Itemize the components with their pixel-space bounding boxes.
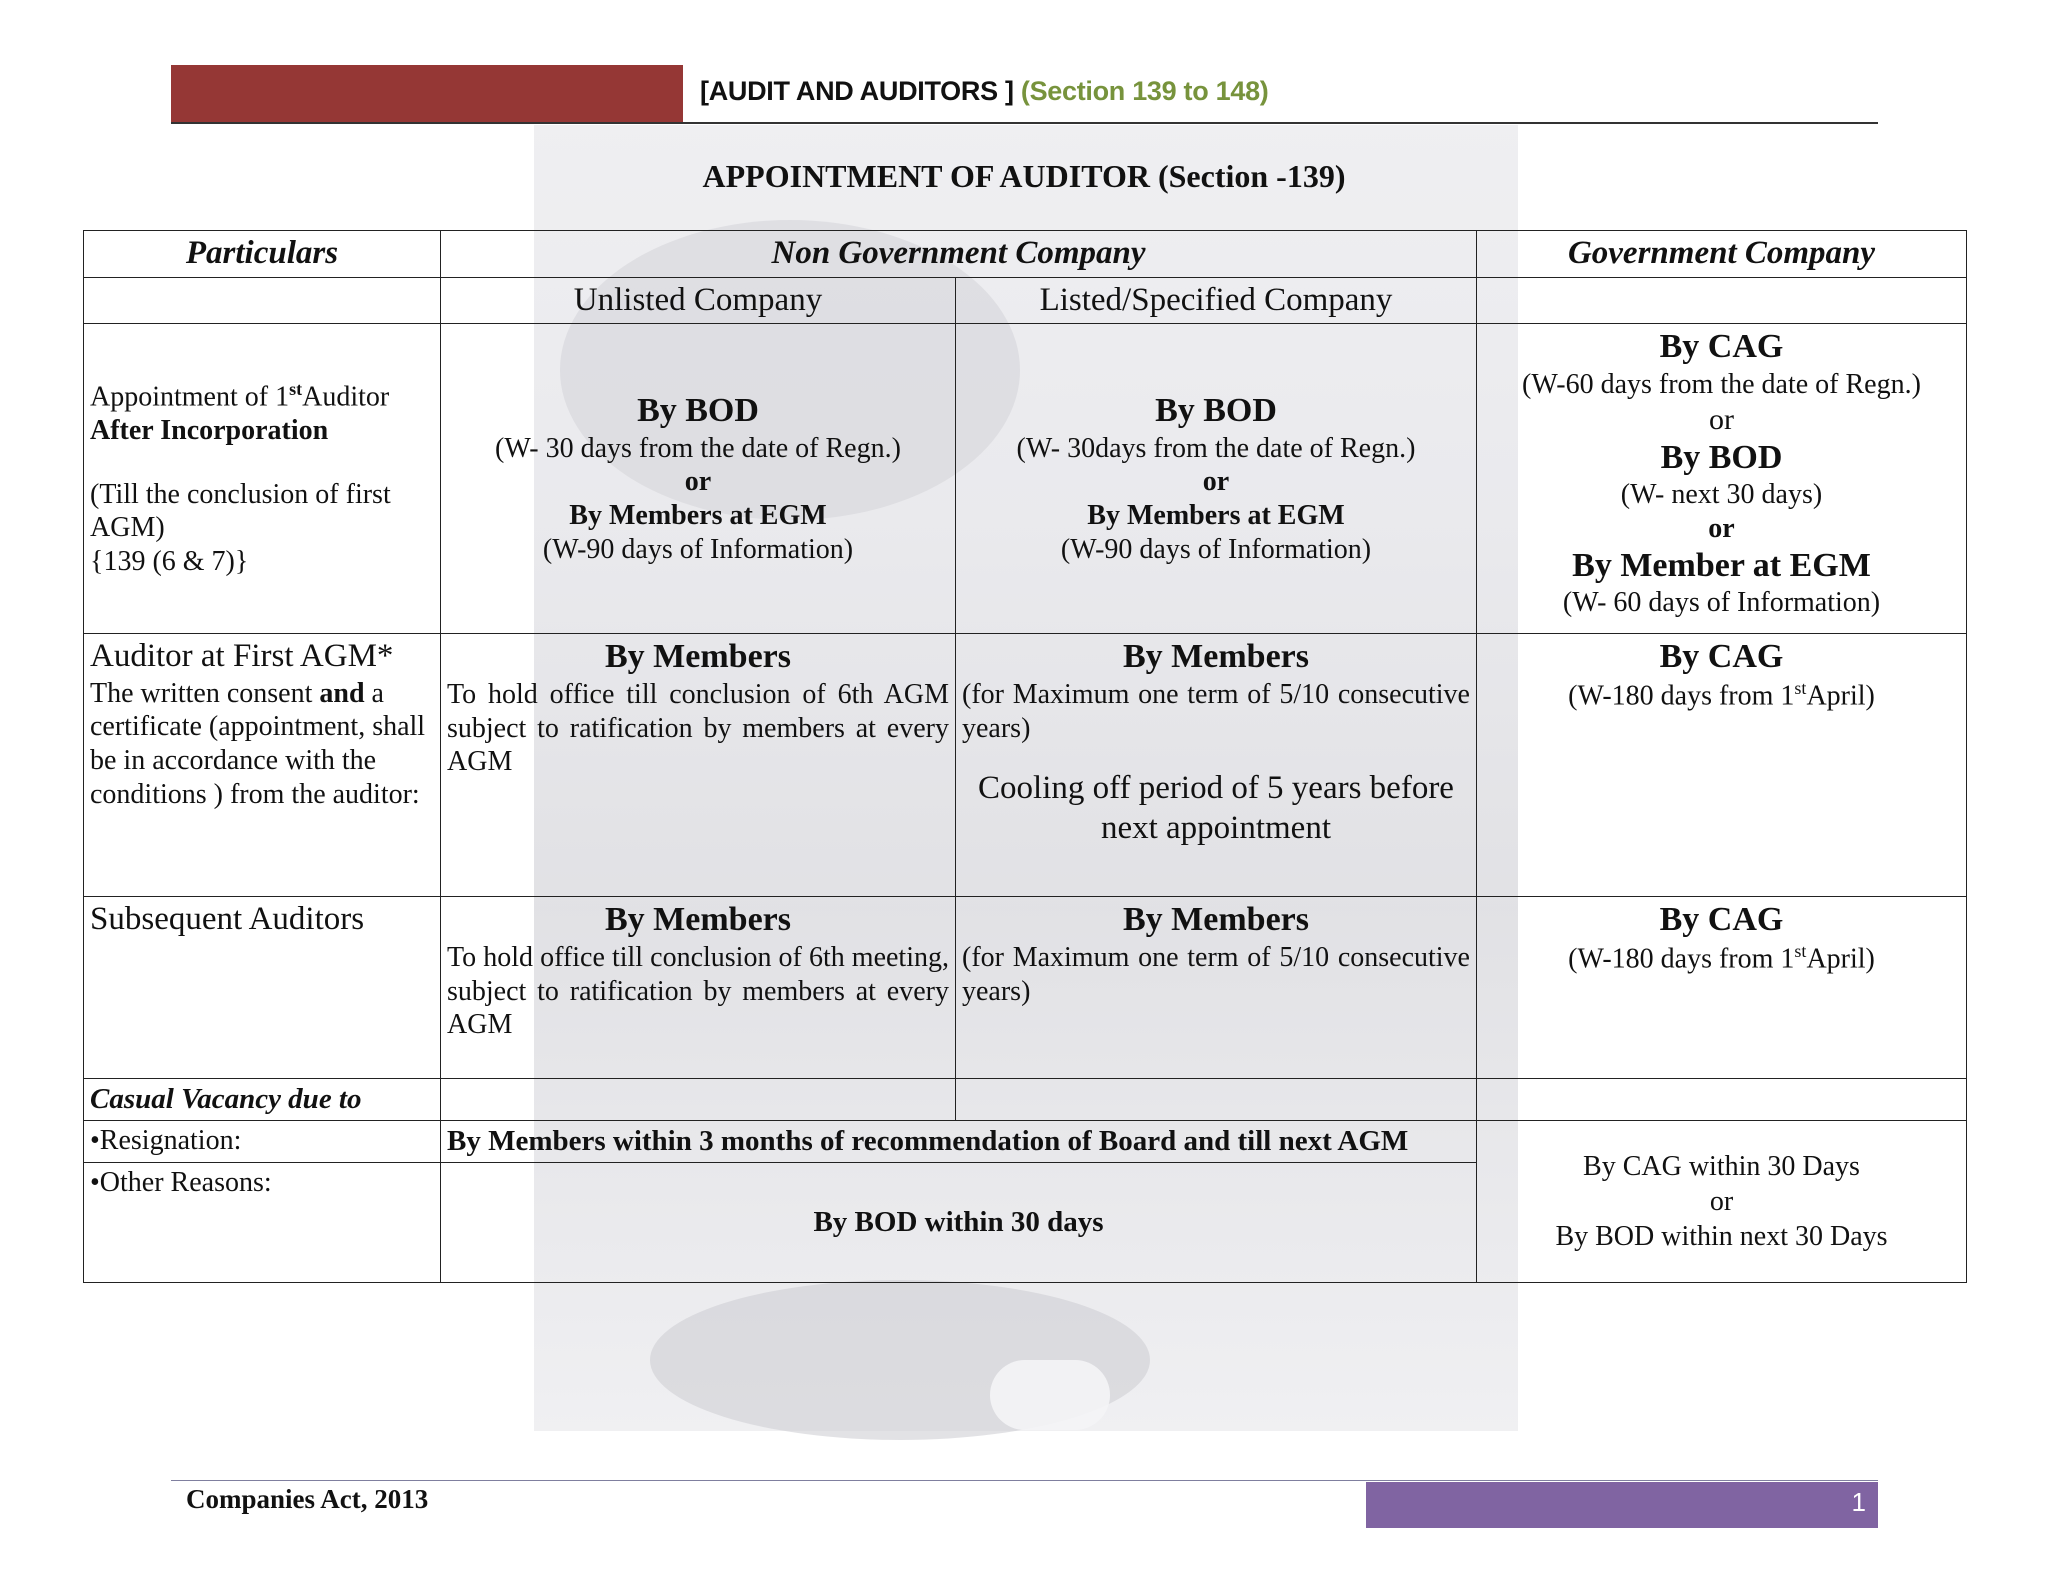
header-section: (Section 139 to 148) [1020,76,1269,106]
row1-govt-main: By CAG [1659,328,1784,366]
resignation-row [84,1120,1967,1162]
subheader-unlisted: Unlisted Company [441,277,956,324]
row2-p-text-b: a certificate (appointment, shall be in accordance with the conditions ) from the auditor: [90,677,426,810]
row1-p-line2: After Incorporation [90,414,329,446]
table-row [84,897,1967,1079]
footer-accent-bar [1366,1482,1878,1528]
row2-listed [956,634,1477,897]
empty-cell [441,1079,956,1121]
row1-listed-days: (W- 30days from the date of Regn.) [1016,432,1416,464]
row1-listed-alt: By Members at EGM [1087,500,1345,532]
row3-listed-text: (for Maximum one term of 5/10 consecutive years) [962,941,1470,1007]
row1-listed-main: By BOD [1155,392,1277,430]
row2-govt-main: By CAG [1659,638,1784,676]
row4-other-label: •Other Reasons: [84,1162,441,1282]
row4-resignation-text: By Members within 3 months of recommendation of Board and till next AGM [441,1120,1477,1162]
row2-listed-text: (for Maximum one term of 5/10 consecutive years) [962,678,1470,744]
row1-listed-alt-days: (W-90 days of Information) [1060,533,1372,565]
row1-listed [956,324,1477,634]
row2-listed-main: By Members [1122,638,1309,676]
row3-unlisted-main: By Members [604,901,791,939]
row1-govt [1477,324,1967,634]
row2-govt [1477,634,1967,897]
table-row [84,324,1967,634]
table-subheader-row [84,277,1967,324]
row3-govt-text-a: (W-180 days from 1 [1568,943,1795,975]
row1-p-sup: st [289,379,303,400]
table-header-row [84,231,1967,278]
row2-govt-text-b: April) [1806,680,1875,712]
header-title [700,76,1268,107]
row4-other-text: By BOD within 30 days [441,1162,1477,1282]
row1-unlisted-alt-days: (W-90 days of Information) [542,533,854,565]
header-rule [171,122,1878,124]
header-accent-bar [171,65,683,122]
row3-govt-text-b: April) [1806,943,1875,975]
row3-p-title: Subsequent Auditors [90,901,365,938]
row3-unlisted-text: To hold office till conclusion of 6th meeting, subject to ratification by members at every AGM [447,941,949,1041]
row1-unlisted-main: By BOD [637,392,759,430]
row4-govt-or: or [1709,1185,1734,1217]
subheader-listed: Listed/Specified Company [956,277,1477,324]
auditor-appointment-table [83,230,1967,1283]
row1-govt-or1: or [1709,402,1734,436]
casual-vacancy-row [84,1079,1967,1121]
row1-p-line4: {139 (6 & 7)} [90,545,249,577]
row1-p-line3: (Till the conclusion of first AGM) [90,478,391,544]
row1-unlisted-days: (W- 30 days from the date of Regn.) [495,432,901,464]
row2-listed-cooling: Cooling off period of 5 years before next appointment [978,770,1454,846]
row2-p-title: Auditor at First AGM* [90,638,394,675]
row1-unlisted-alt: By Members at EGM [569,500,827,532]
row1-p-line1b: Auditor [302,381,390,413]
row1-listed-or: or [1202,466,1230,498]
row1-govt-days: (W-60 days from the date of Regn.) [1522,368,1921,400]
row4-resignation-label: •Resignation: [84,1120,441,1162]
row3-unlisted [441,897,956,1079]
row3-listed [956,897,1477,1079]
row4-title: Casual Vacancy due to [84,1079,441,1121]
empty-cell [1477,1079,1967,1121]
table-row [84,634,1967,897]
row1-govt-alt-days: (W- next 30 days) [1620,479,1823,511]
row1-govt-alt: By BOD [1660,438,1783,476]
header-title-main: [AUDIT AND AUDITORS ] [700,76,1014,106]
row2-govt-sup: st [1794,677,1807,698]
row2-govt-text-a: (W-180 days from 1 [1568,680,1795,712]
row3-govt-main: By CAG [1659,901,1784,939]
row2-unlisted-text: To hold office till conclusion of 6th AGM subject to ratification by members at every AGM [447,678,949,778]
header-non-govt: Non Government Company [441,231,1477,278]
watermark-shape [990,1360,1110,1430]
row2-unlisted [441,634,956,897]
row2-p-text-and: and [319,677,365,709]
empty-cell [956,1079,1477,1121]
header-govt: Government Company [1477,231,1967,278]
page-title: APPOINTMENT OF AUDITOR (Section -139) [702,158,1346,194]
footer-text: Companies Act, 2013 [186,1484,429,1514]
row4-govt [1477,1120,1967,1282]
page-number: 1 [1851,1487,1866,1517]
row4-govt-line1: By CAG within 30 Days [1583,1150,1860,1182]
empty-cell [1477,277,1967,324]
row3-govt-sup: st [1794,940,1807,961]
row1-govt-alt2: By Member at EGM [1572,546,1871,584]
row1-unlisted [441,324,956,634]
row1-govt-alt2-days: (W- 60 days of Information) [1562,587,1881,619]
row4-govt-line2: By BOD within next 30 Days [1555,1220,1888,1252]
row1-p-line1: Appointment of 1 [90,381,290,413]
footer-rule [171,1480,1878,1481]
row1-particulars [84,324,441,634]
row3-govt [1477,897,1967,1079]
row3-particulars [84,897,441,1079]
empty-cell [84,277,441,324]
header-particulars: Particulars [84,231,441,278]
row1-unlisted-or: or [684,466,712,498]
row2-particulars [84,634,441,897]
row2-unlisted-main: By Members [604,638,791,676]
row3-listed-main: By Members [1122,901,1309,939]
row2-p-text-a: The written consent [90,677,320,709]
row1-govt-or2: or [1708,512,1735,544]
